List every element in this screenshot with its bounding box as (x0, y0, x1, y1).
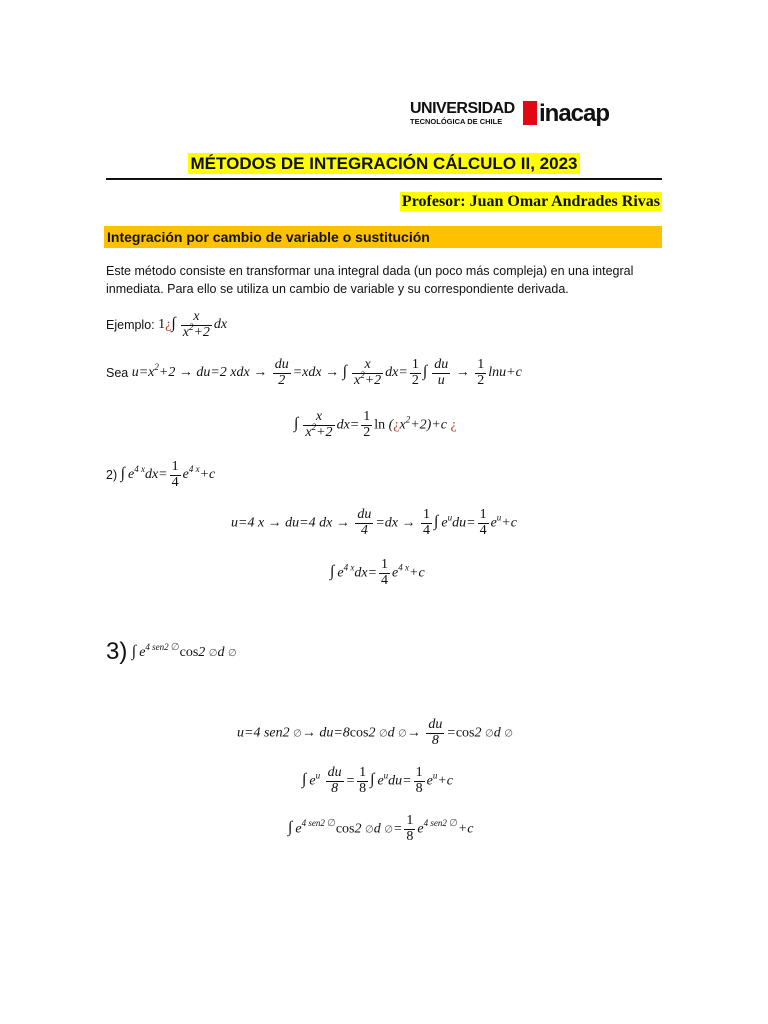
example-3 (106, 638, 237, 666)
university-logo (410, 100, 622, 130)
formula-2: ∫ $e^{4 x}dx=$ $\frac{1}{4}$ $e^{4 x}+c$ (120, 459, 216, 490)
example-1 (106, 310, 227, 340)
example-2 (106, 460, 215, 490)
page-title: MÉTODOS DE INTEGRACIÓN CÁLCULO II, 2023 (0, 154, 768, 174)
label-3: 3) (106, 638, 128, 665)
formula-3-result: ∫ $e^{4 sen2 \emptyset}\cos 2$ ∅d ∅= $\frac{1}{8}$ $e^{4 sen2 \emptyset}+c$ (288, 813, 474, 844)
section-heading: Integración por cambio de variable o sustitución (104, 226, 662, 248)
logo-mark (523, 101, 537, 125)
formula-sea: $u=x^2+2 \to du=2$ xdx → $\frac{du}{2}$ =xdx → ∫ $\frac{x}{x^2+2}$ dx= $\frac{1}{2}$ ∫ $\frac{du}{u}$ → $\frac{1}{2}$ lnu+c (131, 357, 522, 388)
logo-tecnologica-text: TECNOLÓGICA DE CHILE (410, 117, 503, 126)
intro-line-1: Este método consiste en transformar una integral dada (un poco más compleja) en una integral (106, 264, 634, 278)
ejemplo-label: Ejemplo: (106, 318, 155, 333)
formula-2-result: ∫ $e^{4 x}dx=$ $\frac{1}{4}$ $e^{4 x}+c$ (330, 557, 425, 588)
formula-3: ∫ $e^{4 sen2 \emptyset}\cos 2$ ∅d ∅ (131, 642, 237, 660)
sea-line (106, 358, 522, 388)
sea-label: Sea (106, 366, 129, 381)
label-2: 2) (106, 468, 118, 483)
title-rule (106, 178, 662, 180)
formula-3-substitution: u=4 sen2 ∅→ du=8cos2 ∅d ∅→ $\frac{du}{8}$ =cos2 ∅d ∅ (237, 717, 513, 748)
intro-paragraph (106, 262, 633, 298)
professor-line: Profesor: Juan Omar Andrades Rivas (401, 193, 660, 210)
formula-ejemplo: 1¿∫ $\frac{x}{x^2+2}$ dx (158, 309, 228, 340)
logo-university-text: UNIVERSIDAD (410, 100, 515, 117)
formula-2-substitution: u=4 x → du=4 dx → $\frac{du}{4}$ =dx → $\frac{1}{4}$ ∫ $e^udu=$ $\frac{1}{4}$ $e^u+c$ (231, 507, 517, 538)
formula-3-step: ∫ $e^u$ $\frac{du}{8}$ = $\frac{1}{8}$ ∫ $e^udu=$ $\frac{1}{8}$ $e^u+c$ (302, 765, 454, 796)
logo-inacap-text: inacap (539, 100, 610, 127)
intro-line-2: inmediata. Para ello se utiliza un cambio de variable y su correspondiente derivada. (106, 282, 569, 296)
formula-result-1: ∫ $\frac{x}{x^2+2}$ dx= $\frac{1}{2}$ $\ln (¿x^2+2)+c$ ¿ (294, 409, 457, 440)
